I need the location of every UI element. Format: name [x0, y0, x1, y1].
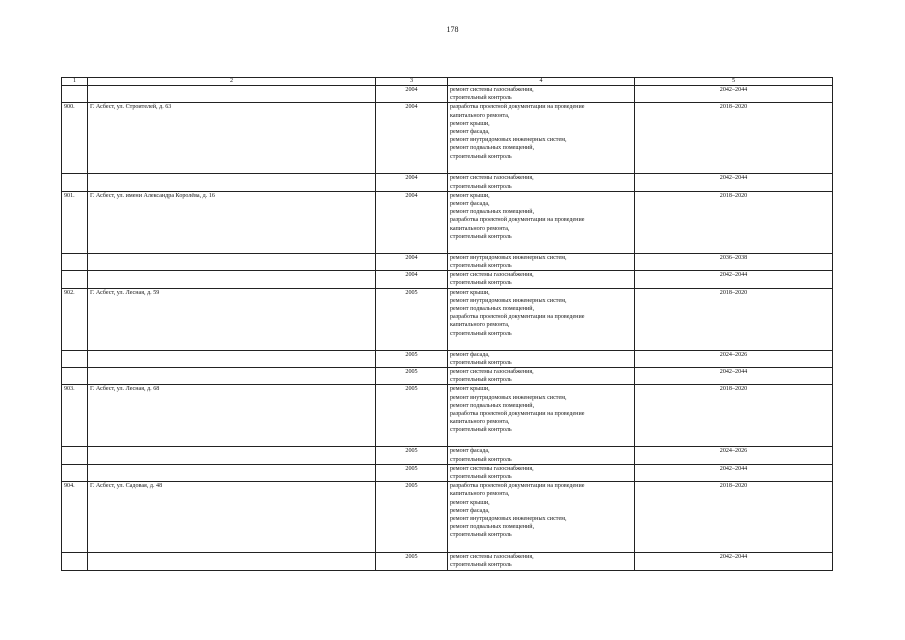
work-item: ремонт системы газоснабжения, — [450, 175, 534, 182]
building-address: Г. Асбест, ул. Садовая, д. 48 — [88, 482, 376, 553]
works-list — [448, 464, 635, 481]
work-item: ремонт подвальных помещений, — [450, 306, 535, 313]
work-item: разработка проектной документации на проведение — [450, 217, 585, 224]
building-address: Г. Асбест, ул. Строителей, д. 63 — [88, 103, 376, 174]
table-row — [62, 447, 833, 464]
row-number: 901. — [62, 191, 88, 253]
repair-schedule-table — [61, 77, 833, 571]
work-item: капитального ремонта, — [450, 322, 510, 329]
works-list — [448, 191, 635, 253]
works-list — [448, 86, 635, 103]
table-row — [62, 464, 833, 481]
table-body — [62, 86, 833, 571]
commission-year: 2005 — [376, 350, 448, 367]
work-item: строительный контроль — [450, 377, 512, 384]
work-item: ремонт фасада, — [450, 129, 490, 136]
work-item: строительный контроль — [450, 263, 512, 270]
work-item: строительный контроль — [450, 562, 512, 569]
building-address — [88, 464, 376, 481]
repair-period: 2018–2020 — [635, 385, 833, 447]
work-item: строительный контроль — [450, 427, 512, 434]
building-address — [88, 253, 376, 270]
commission-year: 2005 — [376, 368, 448, 385]
work-item: ремонт фасада, — [450, 448, 490, 455]
work-item: ремонт подвальных помещений, — [450, 402, 535, 409]
work-item: разработка проектной документации на проведение — [450, 411, 585, 418]
work-item: строительный контроль — [450, 233, 512, 240]
work-item: ремонт внутридомовых инженерных систем, — [450, 394, 567, 401]
column-number-row — [62, 78, 833, 86]
work-item: ремонт внутридомовых инженерных систем, — [450, 137, 567, 144]
table-row — [62, 368, 833, 385]
building-address: Г. Асбест, ул. имени Александра Королёва, д. 16 — [88, 191, 376, 253]
work-item: ремонт внутридомовых инженерных систем, — [450, 254, 567, 261]
repair-period: 2042–2044 — [635, 174, 833, 191]
row-number: 900. — [62, 103, 88, 174]
works-list — [448, 368, 635, 385]
work-item: капитального ремонта, — [450, 419, 510, 426]
works-list — [448, 174, 635, 191]
commission-year: 2004 — [376, 174, 448, 191]
table-row — [62, 288, 833, 350]
work-item: ремонт подвальных помещений, — [450, 145, 535, 152]
column-header-3: 3 — [376, 78, 448, 86]
work-item: ремонт крыши, — [450, 120, 490, 127]
work-item: разработка проектной документации на проведение — [450, 314, 585, 321]
work-item: строительный контроль — [450, 359, 512, 366]
table-row — [62, 103, 833, 174]
commission-year: 2004 — [376, 103, 448, 174]
work-item: разработка проектной документации на проведение — [450, 104, 585, 111]
works-list — [448, 271, 635, 288]
table-row — [62, 385, 833, 447]
repair-period: 2042–2044 — [635, 368, 833, 385]
commission-year: 2005 — [376, 447, 448, 464]
works-list — [448, 288, 635, 350]
work-item: ремонт внутридомовых инженерных систем, — [450, 516, 567, 523]
work-item: ремонт фасада, — [450, 201, 490, 208]
column-header-4: 4 — [448, 78, 635, 86]
repair-period: 2024–2026 — [635, 350, 833, 367]
work-item: строительный контроль — [450, 532, 512, 539]
commission-year: 2005 — [376, 553, 448, 570]
work-item: ремонт крыши, — [450, 386, 490, 393]
repair-period: 2018–2020 — [635, 191, 833, 253]
work-item: строительный контроль — [450, 330, 512, 337]
work-item: капитального ремонта, — [450, 225, 510, 232]
building-address — [88, 86, 376, 103]
work-item: ремонт системы газоснабжения, — [450, 87, 534, 93]
table-row — [62, 271, 833, 288]
row-number — [62, 86, 88, 103]
table-row — [62, 191, 833, 253]
commission-year: 2005 — [376, 464, 448, 481]
works-list — [448, 482, 635, 553]
work-item: ремонт фасада, — [450, 351, 490, 358]
table-row — [62, 553, 833, 570]
work-item: ремонт системы газоснабжения, — [450, 554, 534, 561]
work-item: строительный контроль — [450, 456, 512, 463]
works-list — [448, 447, 635, 464]
building-address — [88, 271, 376, 288]
row-number — [62, 368, 88, 385]
commission-year: 2004 — [376, 271, 448, 288]
repair-period: 2042–2044 — [635, 464, 833, 481]
commission-year: 2005 — [376, 385, 448, 447]
work-item: ремонт крыши, — [450, 289, 490, 296]
repair-period: 2042–2044 — [635, 553, 833, 570]
work-item: ремонт системы газоснабжения, — [450, 369, 534, 376]
work-item: ремонт подвальных помещений, — [450, 524, 535, 531]
work-item: ремонт внутридомовых инженерных систем, — [450, 297, 567, 304]
work-item: разработка проектной документации на проведение — [450, 483, 585, 490]
commission-year: 2005 — [376, 288, 448, 350]
table-row — [62, 482, 833, 553]
work-item: ремонт системы газоснабжения, — [450, 465, 534, 472]
work-item: ремонт системы газоснабжения, — [450, 272, 534, 279]
table-row — [62, 350, 833, 367]
works-list — [448, 553, 635, 570]
work-item: капитального ремонта, — [450, 112, 510, 119]
repair-period: 2018–2020 — [635, 103, 833, 174]
repair-period: 2036–2038 — [635, 253, 833, 270]
commission-year: 2004 — [376, 191, 448, 253]
column-header-2: 2 — [88, 78, 376, 86]
work-item: строительный контроль — [450, 183, 512, 190]
building-address — [88, 174, 376, 191]
works-list — [448, 350, 635, 367]
work-item: строительный контроль — [450, 95, 512, 102]
row-number — [62, 553, 88, 570]
building-address — [88, 553, 376, 570]
table-row — [62, 86, 833, 103]
row-number: 903. — [62, 385, 88, 447]
row-number — [62, 271, 88, 288]
building-address: Г. Асбест, ул. Лесная, д. 59 — [88, 288, 376, 350]
commission-year: 2004 — [376, 86, 448, 103]
commission-year: 2005 — [376, 482, 448, 553]
commission-year: 2004 — [376, 253, 448, 270]
work-item: строительный контроль — [450, 280, 512, 287]
building-address — [88, 368, 376, 385]
row-number: 902. — [62, 288, 88, 350]
repair-period: 2042–2044 — [635, 86, 833, 103]
column-header-5: 5 — [635, 78, 833, 86]
works-list — [448, 253, 635, 270]
repair-period: 2018–2020 — [635, 482, 833, 553]
row-number — [62, 174, 88, 191]
works-list — [448, 103, 635, 174]
work-item: ремонт крыши, — [450, 192, 490, 199]
column-header-1: 1 — [62, 78, 88, 86]
work-item: строительный контроль — [450, 474, 512, 481]
building-address: Г. Асбест, ул. Лесная, д. 68 — [88, 385, 376, 447]
repair-period: 2018–2020 — [635, 288, 833, 350]
row-number — [62, 447, 88, 464]
work-item: капитального ремонта, — [450, 491, 510, 498]
row-number — [62, 464, 88, 481]
work-item: строительный контроль — [450, 153, 512, 160]
building-address — [88, 350, 376, 367]
row-number — [62, 253, 88, 270]
building-address — [88, 447, 376, 464]
works-list — [448, 385, 635, 447]
work-item: ремонт крыши, — [450, 499, 490, 506]
row-number: 904. — [62, 482, 88, 553]
row-number — [62, 350, 88, 367]
page-number: 178 — [446, 25, 459, 34]
table-row — [62, 174, 833, 191]
work-item: ремонт подвальных помещений, — [450, 209, 535, 216]
repair-period: 2042–2044 — [635, 271, 833, 288]
table-row — [62, 253, 833, 270]
repair-period: 2024–2026 — [635, 447, 833, 464]
work-item: ремонт фасада, — [450, 507, 490, 514]
